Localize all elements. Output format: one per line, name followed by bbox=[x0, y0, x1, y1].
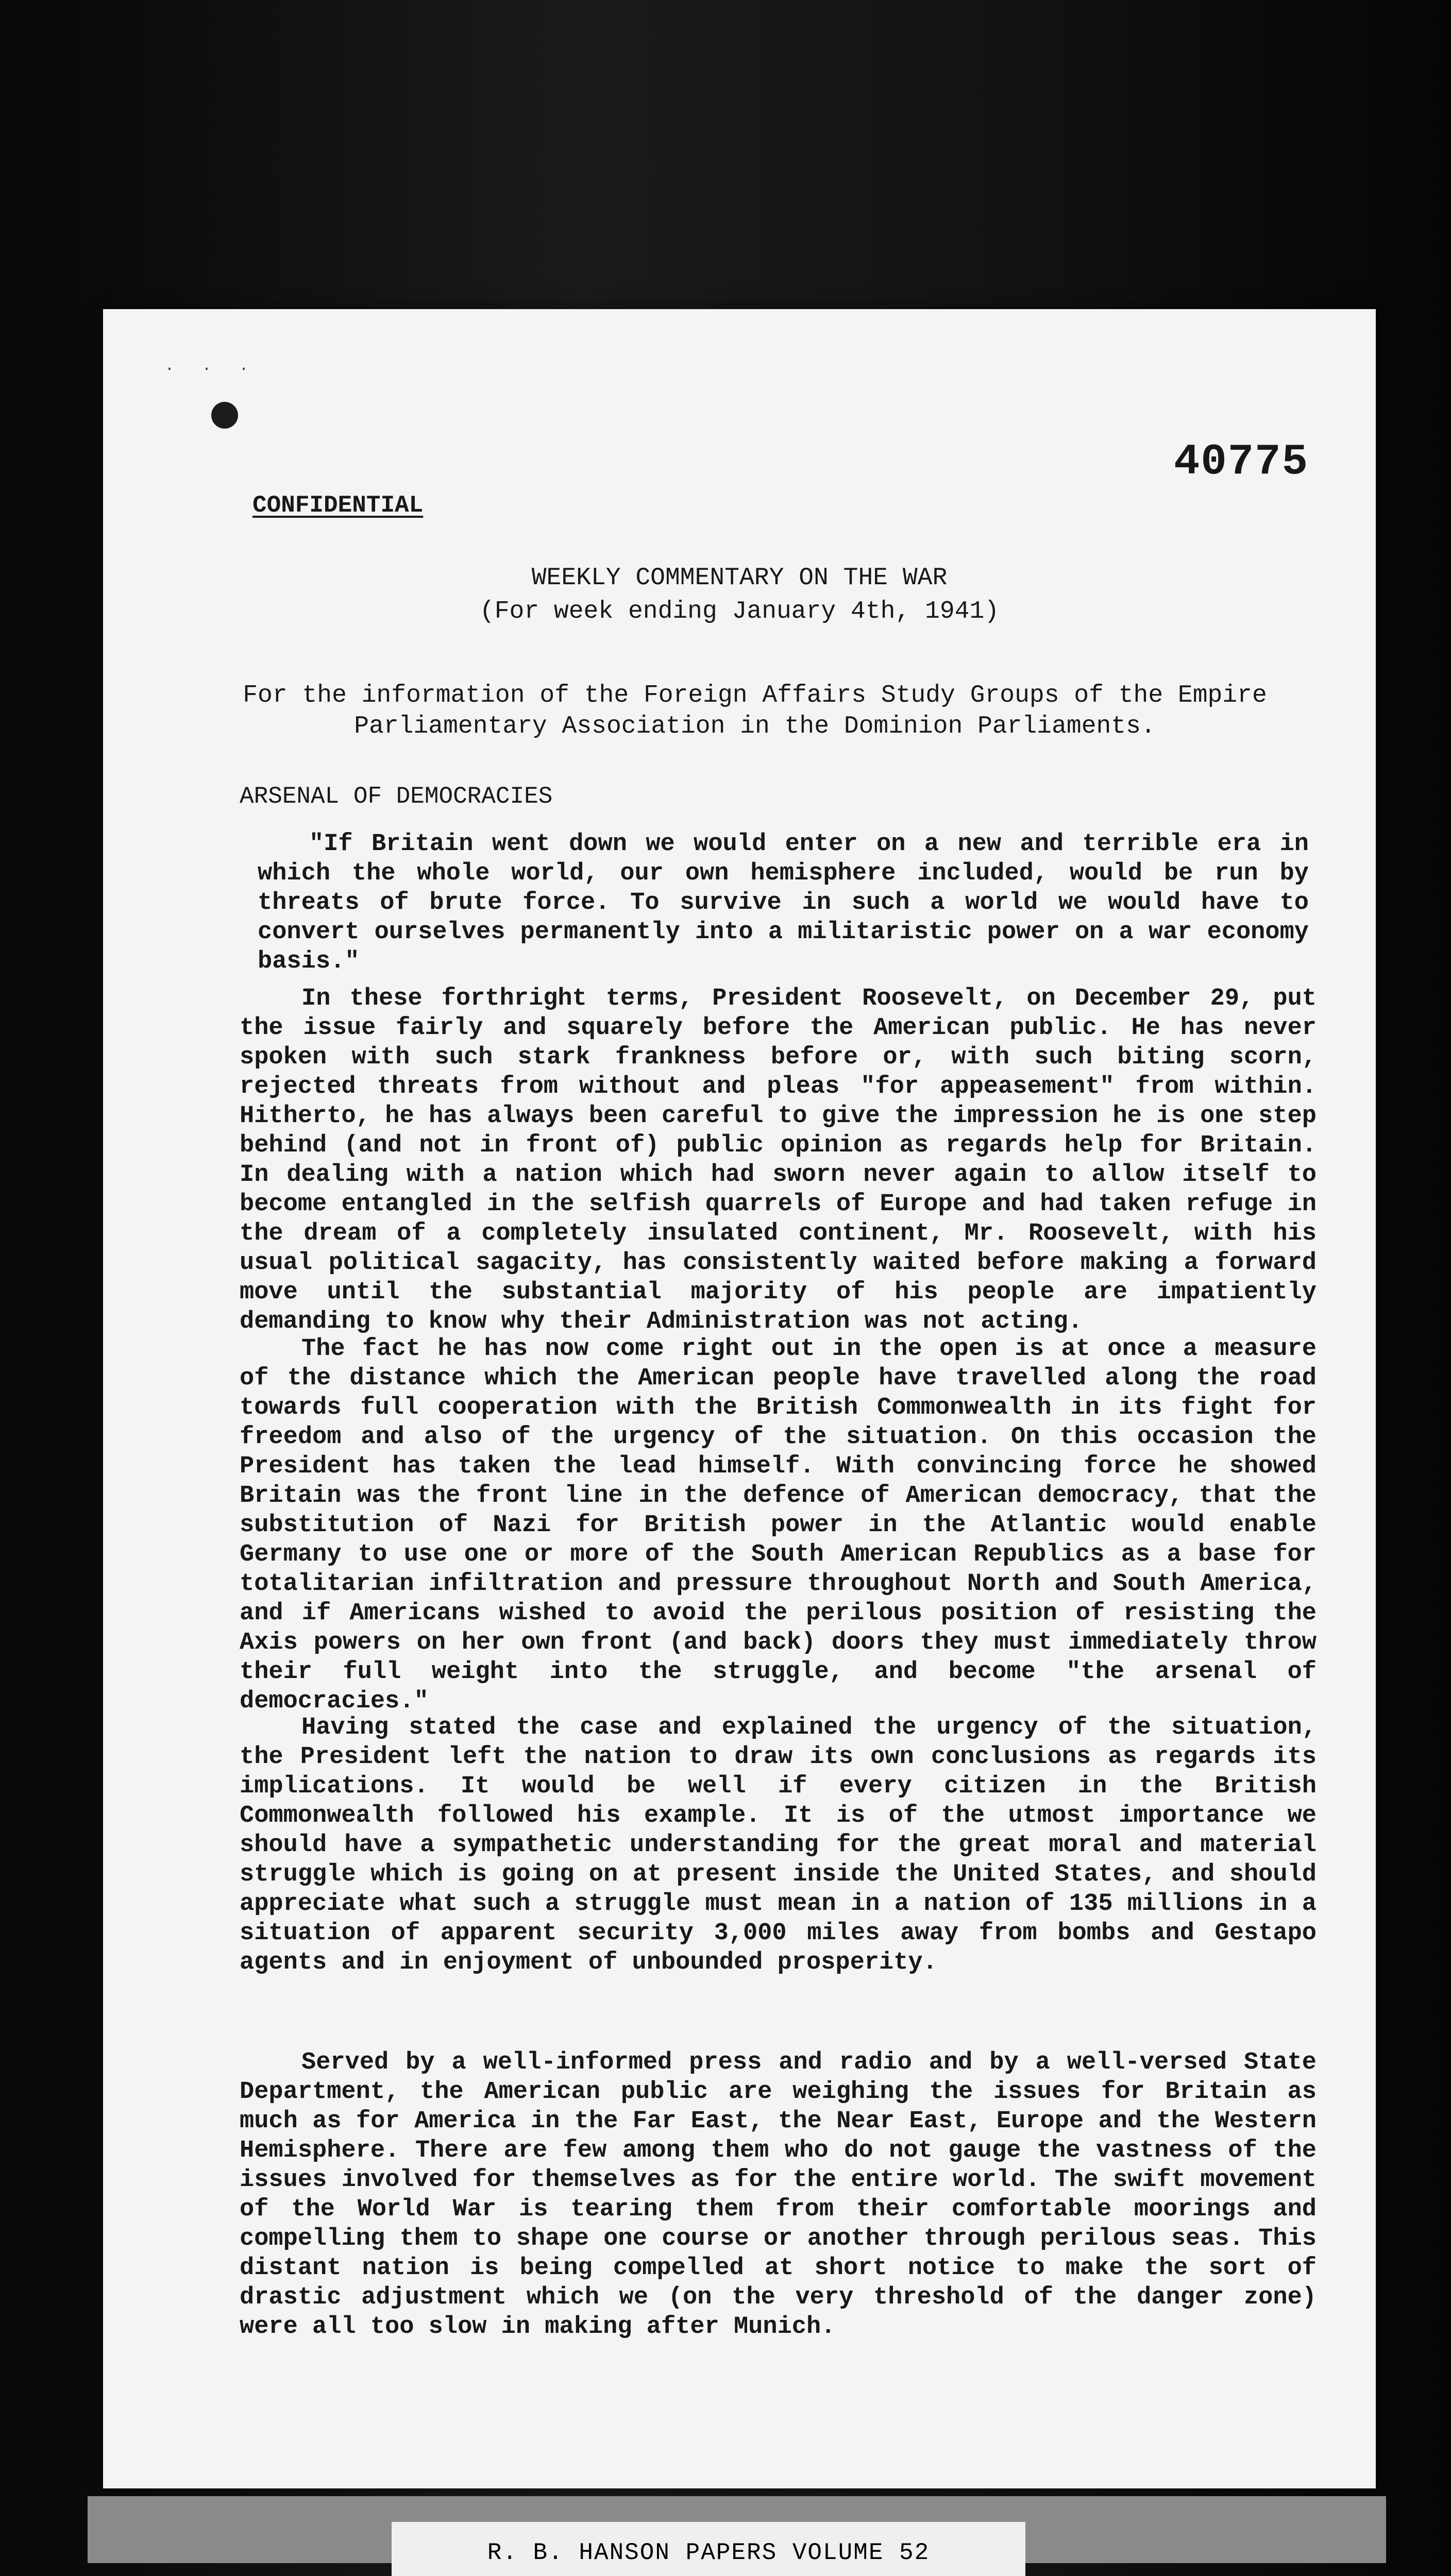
paper-specks: · · · bbox=[165, 361, 258, 378]
punch-hole bbox=[211, 402, 238, 429]
section-heading: ARSENAL OF DEMOCRACIES bbox=[240, 783, 553, 810]
document-subtitle: (For week ending January 4th, 1941) bbox=[479, 598, 1000, 625]
body-paragraph: Having stated the case and explained the urgency of the situation, the President left the nation to draw its own conclusions as regards its implications. It would be well if every citizen in the British Commonwealth followed his example. It is of the utmost importance we should have a sympathetic understanding for the great moral and material struggle which is going on at present inside the United States, and should appreciate what such a struggle must mean in a nation of 135 millions in a situation of apparent security 3,000 miles away from bombs and Gestapo agents and in enjoyment of unbounded prosperity. bbox=[240, 1714, 1317, 1976]
document-page bbox=[103, 309, 1376, 2488]
document-title: WEEKLY COMMENTARY ON THE WAR bbox=[531, 564, 948, 592]
body-paragraph: Served by a well-informed press and radio and by a well-versed State Department, the American public are weighing the issues for Britain as much as for America in the Far East, the Near East, Europe and the Western Hemisphere. There are few among them who do not gauge the vastness of the issues involved for themselves as for the entire world. The swift movement of the World War is tearing them from their comfortable moorings and compelling them to shape one course or another through perilous seas. This distant nation is being compelled at short notice to make the sort of drastic adjustment which we (on the very threshold of the danger zone) were all too slow in making after Munich. bbox=[240, 2049, 1317, 2341]
document-number: 40775 bbox=[1173, 438, 1309, 487]
archive-volume-label: R. B. HANSON PAPERS VOLUME 52 bbox=[392, 2522, 1025, 2576]
intro-text: For the information of the Foreign Affairs Study Groups of the Empire Parliamentary Association in the Dominion Parliaments. bbox=[243, 682, 1267, 740]
classification-label: CONFIDENTIAL bbox=[252, 492, 424, 519]
quote-paragraph: "If Britain went down we would enter on a new and terrible era in which the whole world, our own hemisphere included, would be run by threats of brute force. To survive in such a world we would have to convert ourselves permanently into a militaristic power on a war economy basis." bbox=[258, 831, 1309, 975]
body-paragraph: The fact he has now come right out in the open is at once a measure of the distance which the American people have travelled along the road towards full cooperation with the British Commonwealth in its fight for freedom and also of the urgency of the situation. On this occasion the President has taken the lead himself. With convincing force he showed Britain was the front line in the defence of American democracy, that the substitution of Nazi for British power in the Atlantic would enable Germany to use one or more of the South American Republics as a base for totalitarian infiltration and pressure throughout North and South America, and if Americans wished to avoid the perilous position of resisting the Axis powers on her own front (and back) doors they must immediately throw their full weight into the struggle, and become "the arsenal of democracies." bbox=[240, 1335, 1317, 1715]
body-paragraph: In these forthright terms, President Roosevelt, on December 29, put the issue fairly and squarely before the American public. He has never spoken with such stark frankness before or, with such biting scorn, rejected threats from without and pleas "for appeasement" from within. Hitherto, he has always been careful to give the impression he is one step behind (and not in front of) public opinion as regards help for Britain. In dealing with a nation which had sworn never again to allow itself to become entangled in the selfish quarrels of Europe and had taken refuge in the dream of a completely insulated continent, Mr. Roosevelt, with his usual political sagacity, has consistently waited before making a forward move until the substantial majority of his people are impatiently demanding to know why their Administration was not acting. bbox=[240, 985, 1317, 1335]
